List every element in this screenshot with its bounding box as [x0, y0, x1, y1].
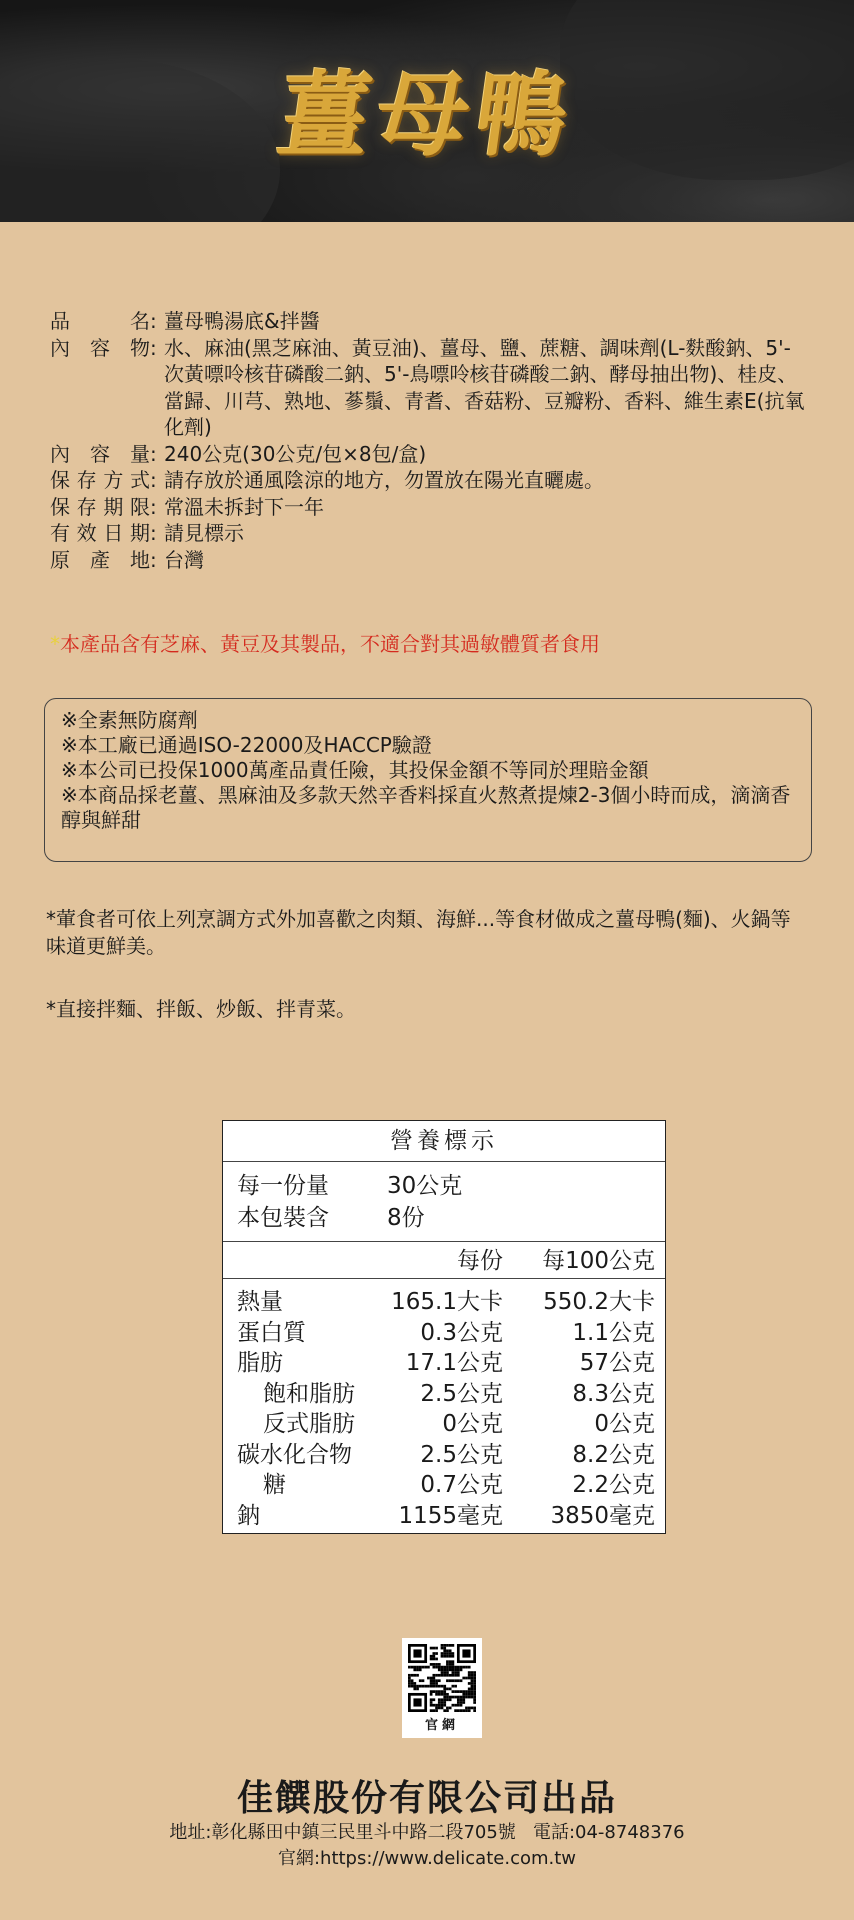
info-value: 240公克(30公克/包×8包/盒): [164, 441, 427, 466]
qr-code-icon: [408, 1644, 476, 1712]
info-colon: :: [150, 468, 157, 492]
nutrient-per-100g: 0公克: [594, 1411, 655, 1437]
info-label: 內 容 量: [50, 441, 150, 466]
nutrition-row: [223, 1470, 665, 1501]
feature-line: ※本公司已投保1000萬產品責任險，其投保金額不等同於理賠金額: [61, 758, 649, 782]
info-label: 有 效 日 期: [50, 521, 150, 545]
info-colon: :: [150, 309, 157, 333]
info-value: 請存放於通風陰涼的地方，勿置放在陽光直曬處。: [164, 468, 604, 492]
nutrient-per-100g: 57公克: [579, 1350, 655, 1376]
info-value: 常溫未拆封下一年: [164, 494, 324, 519]
company-name: 佳饌股份有限公司出品: [236, 1778, 617, 1819]
nutrient-name: 熱量: [237, 1289, 283, 1315]
serving-info: [223, 1162, 665, 1242]
nutrient-per-100g: 3850毫克: [550, 1502, 655, 1529]
nutrient-per-100g: 8.3公克: [572, 1380, 655, 1407]
qr-code[interactable]: [402, 1638, 482, 1738]
qr-label: 官網: [424, 1718, 459, 1733]
feature-box: [44, 698, 812, 862]
nutrition-row: [223, 1318, 665, 1349]
note-meat: *葷食者可依上列烹調方式外加喜歡之肉類、海鮮...等食材做成之薑母鴨(麵)、火鍋等味道更鮮美。: [46, 907, 791, 958]
brand-title: 薑母鴨: [271, 61, 581, 169]
nutrition-title: 營養標示: [223, 1121, 665, 1162]
serving-value: 30公克: [387, 1173, 463, 1199]
nutrition-row: [223, 1501, 665, 1532]
feature-line: ※全素無防腐劑: [61, 708, 198, 732]
info-row: [50, 308, 810, 335]
serving-row: [237, 1202, 665, 1234]
nutrient-name: 糖: [263, 1472, 286, 1498]
nutrition-table: [222, 1120, 666, 1534]
info-label: 原 產 地: [50, 547, 150, 572]
company-address: 地址:彰化縣田中鎮三民里斗中路二段705號: [169, 1822, 516, 1843]
info-row: [50, 520, 810, 547]
nutrient-name: 飽和脂肪: [263, 1380, 355, 1407]
nutrient-per-serving: 17.1公克: [405, 1350, 503, 1376]
feature-line: ※本工廠已通過ISO-22000及HACCP驗證: [61, 733, 432, 757]
info-colon: :: [150, 335, 157, 360]
nutrition-row: [223, 1409, 665, 1440]
product-info: [50, 308, 810, 573]
company-phone: 電話:04-8748376: [532, 1822, 685, 1843]
serving-label: 本包裝含: [237, 1205, 329, 1231]
nutrient-per-serving: 0公克: [442, 1411, 503, 1437]
nutrition-row: [223, 1287, 665, 1318]
nutrient-per-100g: 550.2大卡: [543, 1289, 655, 1315]
info-row: [50, 547, 810, 574]
nutrition-row: [223, 1348, 665, 1379]
info-label: 保 存 方 式: [50, 468, 150, 492]
nutrient-per-100g: 2.2公克: [572, 1472, 655, 1498]
nutrient-per-serving: 2.5公克: [420, 1380, 503, 1407]
info-value: 薑母鴨湯底&拌醬: [164, 309, 320, 333]
col-per-100g: 每100公克: [542, 1248, 655, 1274]
info-value: 台灣: [164, 547, 204, 572]
nutrient-per-100g: 8.2公克: [572, 1441, 655, 1468]
header-banner: [0, 0, 854, 222]
nutrient-per-serving: 165.1大卡: [391, 1289, 503, 1315]
nutrient-per-100g: 1.1公克: [572, 1319, 655, 1346]
serving-row: [237, 1170, 665, 1202]
serving-label: 每一份量: [237, 1173, 329, 1199]
info-colon: :: [150, 494, 157, 519]
allergy-text: 本產品含有芝麻、黃豆及其製品，不適合對其過敏體質者食用: [60, 632, 600, 656]
info-row: [50, 335, 810, 441]
info-row: [50, 467, 810, 494]
nutrient-name: 蛋白質: [237, 1319, 306, 1346]
company-contact: [0, 1820, 854, 1872]
info-row: [50, 494, 810, 521]
info-colon: :: [150, 547, 157, 572]
nutrient-per-serving: 1155毫克: [398, 1502, 503, 1529]
info-colon: :: [150, 441, 157, 466]
nutrient-per-serving: 0.3公克: [420, 1319, 503, 1346]
nutrition-column-header: [223, 1242, 665, 1279]
feature-line: ※本商品採老薑、黑麻油及多款天然辛香料採直火熬煮提煉2-3個小時而成，滴滴香醇與鮮甜: [61, 783, 791, 832]
nutrient-per-serving: 2.5公克: [420, 1441, 503, 1468]
nutrient-name: 脂肪: [237, 1350, 283, 1376]
nutrient-name: 鈉: [237, 1502, 260, 1529]
info-label: 品 名: [50, 309, 150, 333]
serving-value: 8份: [387, 1205, 425, 1231]
allergy-warning: [50, 628, 600, 657]
info-label: 保 存 期 限: [50, 494, 150, 519]
nutrition-row: [223, 1379, 665, 1410]
info-colon: :: [150, 521, 157, 545]
info-value: 水、麻油(黑芝麻油、黃豆油)、薑母、鹽、蔗糖、調味劑(L-麩酸鈉、5'-次黃嘌呤核苷磷酸二鈉、5'-鳥嘌呤核苷磷酸二鈉、酵母抽出物)、桂皮、當歸、川芎、熟地、蔘鬚、青耆、香菇粉、豆瓣粉、香料、維生素E(抗氧化劑): [164, 335, 805, 439]
info-value: 請見標示: [164, 521, 244, 545]
nutrient-name: 反式脂肪: [263, 1411, 355, 1437]
asterisk-icon: *: [50, 632, 60, 656]
info-row: [50, 441, 810, 468]
info-label: 內 容 物: [50, 335, 150, 360]
col-per-serving: 每份: [457, 1248, 503, 1274]
note-mix: *直接拌麵、拌飯、炒飯、拌青菜。: [46, 997, 356, 1021]
nutrient-per-serving: 0.7公克: [420, 1472, 503, 1498]
nutrient-name: 碳水化合物: [237, 1441, 352, 1468]
nutrition-row: [223, 1440, 665, 1471]
company-website[interactable]: 官網:https://www.delicate.com.tw: [277, 1848, 577, 1869]
nutrition-rows: [223, 1279, 665, 1531]
